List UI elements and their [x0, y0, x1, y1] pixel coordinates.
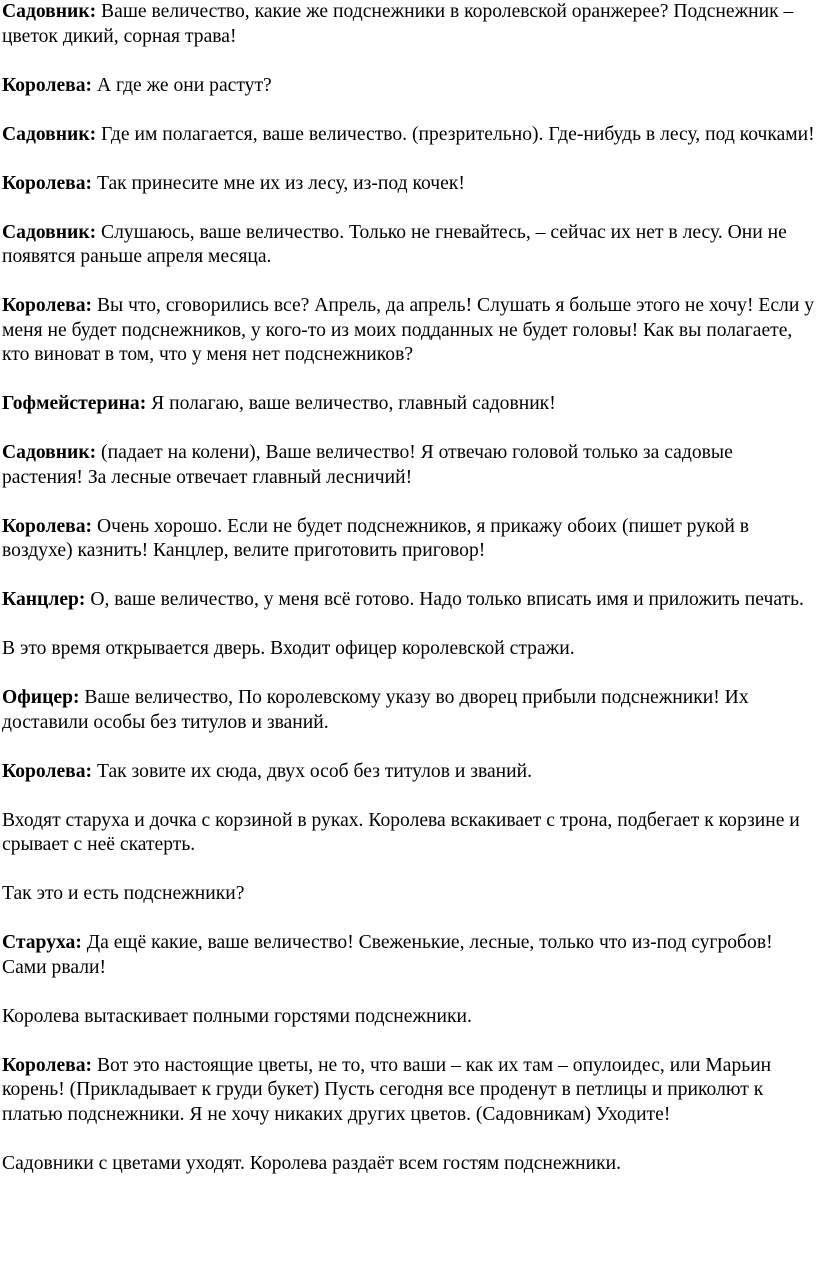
paragraph-queen-6 — [2, 1054, 816, 1128]
paragraph-queen-question — [2, 882, 816, 907]
paragraph-stage-direction-4 — [2, 1152, 816, 1177]
paragraph-gardener-1 — [2, 0, 816, 49]
speaker-label: Королева: — [2, 1054, 93, 1076]
stage-direction-text: Королева вытаскивает полными горстями подснежники. — [2, 1005, 472, 1027]
speech-text: А где же они растут? — [92, 74, 272, 96]
paragraph-gardener-2 — [2, 123, 816, 148]
speech-text: Я полагаю, ваше величество, главный садовник! — [146, 393, 556, 414]
speaker-label: Канцлер: — [2, 589, 86, 610]
speech-text: О, ваше величество, у меня всё готово. Надо только вписать имя и приложить печать. — [85, 589, 804, 610]
speaker-label: Королева: — [2, 295, 93, 316]
speech-text: Так это и есть подснежники? — [2, 883, 245, 904]
paragraph-gardener-3 — [2, 221, 816, 270]
speech-text: (падает на колени), Ваше величество! Я отвечаю головой только за садовые растения! За лесные отвечает главный лесничий! — [2, 442, 733, 488]
paragraph-gardener-4 — [2, 441, 816, 490]
speaker-label: Офицер: — [2, 687, 80, 708]
paragraph-stage-direction-3 — [2, 1005, 816, 1030]
speaker-label: Королева: — [2, 515, 93, 537]
speech-text: Да ещё какие, ваше величество! Свеженькие, лесные, только что из-под сугробов! Сами рвали! — [2, 932, 773, 978]
speaker-label: Королева: — [2, 74, 93, 96]
paragraph-stage-direction-1 — [2, 637, 816, 662]
speaker-label: Садовник: — [2, 123, 97, 145]
paragraph-queen-3 — [2, 294, 816, 368]
speech-text: Очень хорошо. Если не будет подснежников, я прикажу обоих (пишет рукой в воздухе) казнить! Канцлер, велите приготовить приговор! — [2, 515, 749, 561]
stage-direction-text: Входят старуха и дочка с корзиной в руках. Королева вскакивает с трона, подбегает к корзине и срывает с неё скатерть. — [2, 809, 800, 855]
speech-text: Ваше величество, По королевскому указу во дворец прибыли подснежники! Их доставили особы без титулов и званий. — [2, 687, 749, 733]
speaker-label: Садовник: — [2, 221, 97, 243]
paragraph-queen-5 — [2, 760, 816, 785]
speech-text: Так принесите мне их из лесу, из-под кочек! — [92, 172, 465, 194]
paragraph-queen-4 — [2, 515, 816, 564]
speaker-label: Старуха: — [2, 932, 82, 953]
speaker-label: Садовник: — [2, 1, 97, 22]
paragraph-chancellor — [2, 588, 816, 613]
paragraph-mistress-of-the-court — [2, 392, 816, 417]
speech-text: Вот это настоящие цветы, не то, что ваши – как их там – опулоидес, или Марьин корень! (Прикладывает к груди букет) Пусть сегодня все проденут в петлицы и приколют к платью подснежники. Я не хочу никаких других цветов. (Садовникам) Уходите! — [2, 1054, 772, 1125]
speech-text: Так зовите их сюда, двух особ без титулов и званий. — [92, 760, 533, 782]
speaker-label: Королева: — [2, 760, 93, 782]
speaker-label: Садовник: — [2, 442, 97, 463]
speech-text: Вы что, сговорились все? Апрель, да апрель! Слушать я больше этого не хочу! Если у меня не будет подснежников, у кого-то из моих подданных не будет головы! Как вы полагаете, кто виноват в том, что у меня нет подснежников? — [2, 295, 815, 365]
paragraph-officer — [2, 686, 816, 735]
stage-direction-text: В это время открывается дверь. Входит офицер королевской стражи. — [2, 638, 575, 659]
stage-direction-text: Садовники с цветами уходят. Королева раздаёт всем гостям подснежники. — [2, 1152, 621, 1174]
paragraph-old-woman — [2, 931, 816, 980]
speaker-label: Гофмейстерина: — [2, 393, 147, 414]
speaker-label: Королева: — [2, 172, 93, 194]
paragraph-queen-2 — [2, 172, 816, 197]
paragraph-queen-1 — [2, 74, 816, 99]
speech-text: Слушаюсь, ваше величество. Только не гневайтесь, – сейчас их нет в лесу. Они не появятся раньше апреля месяца. — [2, 221, 787, 267]
speech-text: Где им полагается, ваше величество. (презрительно). Где-нибудь в лесу, под кочками! — [96, 123, 815, 145]
paragraph-stage-direction-2 — [2, 809, 816, 858]
speech-text: Ваше величество, какие же подснежники в королевской оранжерее? Подснежник – цветок дикий, сорная трава! — [2, 1, 794, 47]
